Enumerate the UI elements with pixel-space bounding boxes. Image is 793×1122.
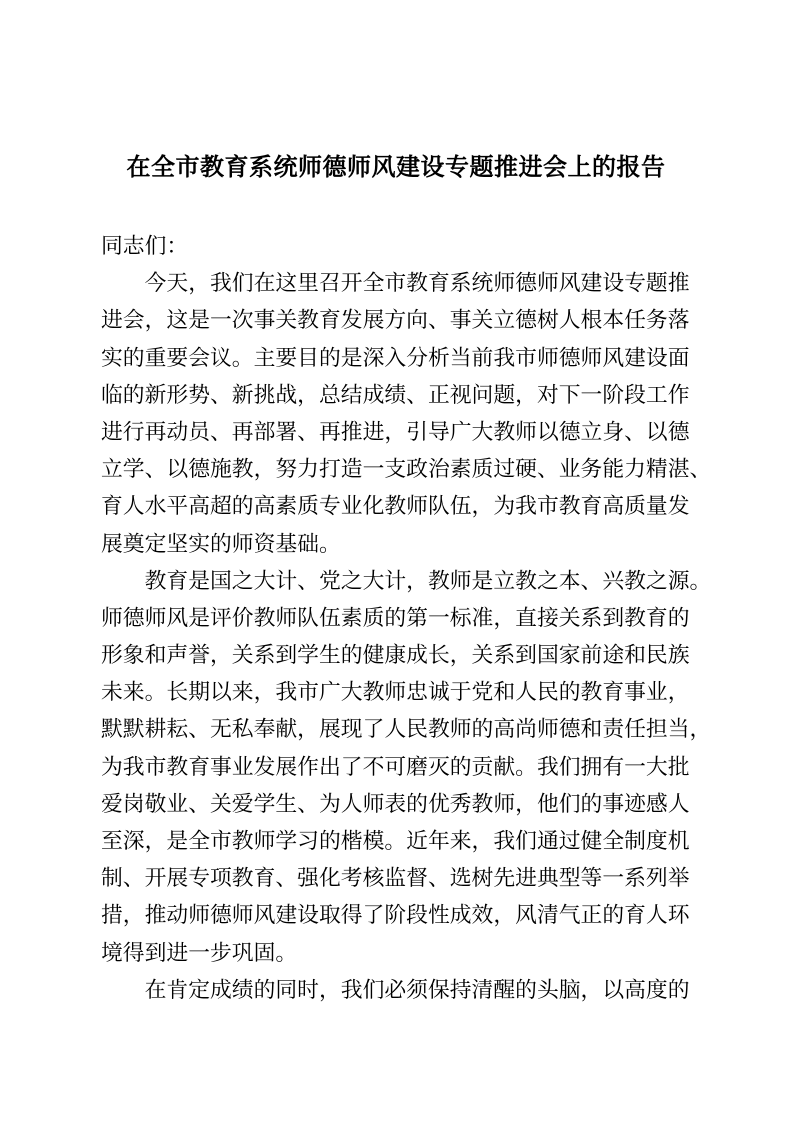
text-line: 为我市教育事业发展作出了不可磨灭的贡献。我们拥有一大批 [101, 754, 690, 780]
text-line: 师德师风是评价教师队伍素质的第一标准，直接关系到教育的 [101, 605, 690, 631]
text-line: 实的重要会议。主要目的是深入分析当前我市师德师风建设面 [101, 345, 690, 371]
document-title: 在全市教育系统师德师风建设专题推进会上的报告 [126, 152, 666, 181]
body-paragraph [101, 265, 712, 563]
salutation: 同志们： [101, 234, 189, 259]
document-body [101, 228, 712, 1009]
text-line: 在肯定成绩的同时，我们必须保持清醒的头脑，以高度的 [144, 977, 690, 1003]
text-line: 爱岗敬业、关爱学生、为人师表的优秀教师，他们的事迹感人 [101, 791, 690, 817]
text-line: 育人水平高超的高素质专业化教师队伍，为我市教育高质量发 [101, 494, 690, 520]
text-line: 立学、以德施教，努力打造一支政治素质过硬、业务能力精湛、 [101, 457, 712, 483]
text-line: 至深，是全市教师学习的楷模。近年来，我们通过健全制度机 [101, 829, 690, 854]
text-line: 进行再动员、再部署、再推进，引导广大教师以德立身、以德 [101, 419, 690, 445]
text-line: 展奠定坚实的师资基础。 [101, 531, 341, 557]
text-line: 境得到进一步巩固。 [101, 940, 298, 966]
text-line: 措，推动师德师风建设取得了阶段性成效，风清气正的育人环 [101, 903, 690, 929]
body-paragraph [101, 972, 691, 1009]
text-line: 教育是国之大计、党之大计，教师是立教之本、兴教之源。 [144, 568, 712, 594]
text-line: 制、开展专项教育、强化考核监督、选树先进典型等一系列举 [101, 866, 690, 892]
body-paragraph [101, 563, 712, 972]
text-line: 临的新形势、新挑战，总结成绩、正视问题，对下一阶段工作 [101, 382, 690, 408]
text-line: 默默耕耘、无私奉献，展现了人民教师的高尚师德和责任担当， [101, 717, 712, 743]
text-line: 今天，我们在这里召开全市教育系统师德师风建设专题推 [144, 271, 690, 297]
text-line: 形象和声誉，关系到学生的健康成长，关系到国家前途和民族 [101, 643, 690, 669]
text-line: 未来。长期以来，我市广大教师忠诚于党和人民的教育事业， [101, 680, 690, 706]
text-line: 进会，这是一次事关教育发展方向、事关立德树人根本任务落 [101, 308, 690, 334]
